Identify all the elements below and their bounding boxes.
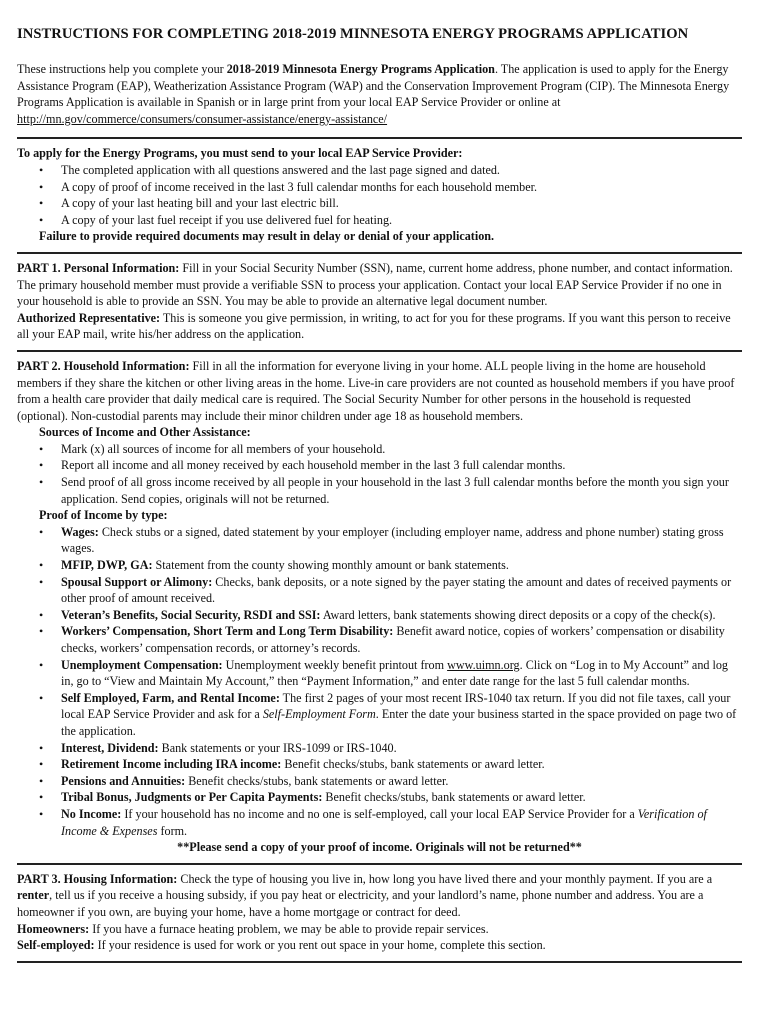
list-item: • A copy of your last fuel receipt if you use delivered fuel for heating. [61, 212, 742, 229]
section-divider [17, 252, 742, 254]
list-item: • Workers’ Compensation, Short Term and Long Term Disability: Benefit award notice, copies of workers’ compensation or disability checks, workers’ compensation records, or attorney’s records. [61, 623, 742, 656]
list-item: • Spousal Support or Alimony: Checks, bank deposits, or a note signed by the payer stating the amount and dates of received payments or other proof of amount received. [61, 574, 742, 607]
list-item: • Send proof of all gross income received by all people in your household in the last 3 full calendar months before the month you sign your application. Send copies, originals will not be returned. [61, 474, 742, 507]
part3-section [17, 871, 742, 954]
sources-heading: Sources of Income and Other Assistance: [39, 425, 251, 440]
part3-label: PART 3. Housing Information: [17, 871, 178, 886]
intro-text-continued: . The application is used to apply for the Energy Assistance Program (EAP), Weatherization Assistance Program (WAP) and the Conservation Improvement Program (CIP). The Minnesota Energy Programs Application is available in Spanish or in large print from your local EAP Service Provider or online at [17, 62, 730, 110]
uimn-link[interactable]: www.uimn.org [447, 657, 520, 672]
section-divider [17, 961, 742, 963]
originals-notice: **Please send a copy of your proof of income. Originals will not be returned** [177, 840, 582, 855]
proof-list [17, 524, 742, 839]
form-name: Verification of Income & Expenses [61, 806, 707, 838]
list-item: • MFIP, DWP, GA: Statement from the county showing monthly amount or bank statements. [61, 557, 742, 574]
application-name: 2018-2019 Minnesota Energy Programs Application [226, 62, 495, 76]
part3-paragraph: PART 3. Housing Information: Check the type of housing you live in, how long you have lived there and your monthly payment. If you are a renter, tell us if you receive a housing subsidy, if you pay heat or electricity, and your landlord’s name, phone number and address. You are a homeowner if you own, are buying your home, have a home mortgage or contract for deed. [17, 871, 713, 919]
list-item: • Veteran’s Benefits, Social Security, RSDI and SSI: Award letters, bank statements showing direct deposits or a copy of the check(s). [61, 607, 742, 624]
apply-heading: To apply for the Energy Programs, you must send to your local EAP Service Provider: [17, 146, 463, 161]
part2-label: PART 2. Household Information: [17, 358, 190, 373]
part2-section [17, 358, 742, 856]
list-item: • A copy of your last heating bill and your last electric bill. [61, 195, 742, 212]
page-title: INSTRUCTIONS FOR COMPLETING 2018-2019 MINNESOTA ENERGY PROGRAMS APPLICATION [17, 26, 689, 42]
authorized-rep-label: Authorized Representative: [17, 310, 161, 325]
part1-paragraph: PART 1. Personal Information: Fill in your Social Security Number (SSN), name, current home address, phone number, and contact information. The primary household member must provide a verifiable SSN to process your application. Contact your local EAP Service Provider if no one in your household is able to provide an SSN. You may be able to provide an alternative legal document number. [17, 260, 733, 309]
section-divider [17, 863, 742, 865]
sources-list [17, 441, 742, 507]
apply-warning: Failure to provide required documents may result in delay or denial of your application. [39, 229, 495, 244]
proof-heading: Proof of Income by type: [39, 508, 168, 523]
intro-paragraph [17, 61, 742, 127]
apply-list [17, 162, 742, 228]
list-item: • Tribal Bonus, Judgments or Per Capita Payments: Benefit checks/stubs, bank statements or award letter. [61, 789, 742, 806]
list-item: • Pensions and Annuities: Benefit checks/stubs, bank statements or award letter. [61, 773, 742, 790]
part1-section [17, 260, 742, 343]
list-item: • Interest, Dividend: Bank statements or your IRS-1099 or IRS-1040. [61, 740, 742, 757]
list-item: • Report all income and all money received by each household member in the last 3 full calendar months. [61, 457, 742, 474]
section-divider [17, 137, 742, 139]
list-item: • Wages: Check stubs or a signed, dated statement by your employer (including employer name, address and phone number) stating gross wages. [61, 524, 742, 557]
list-item: • The completed application with all questions answered and the last page signed and dated. [61, 162, 742, 179]
list-item: • Retirement Income including IRA income: Benefit checks/stubs, bank statements or award letter. [61, 756, 742, 773]
list-item: • A copy of proof of income received in the last 3 full calendar months for each household member. [61, 179, 742, 196]
list-item: • No Income: If your household has no income and no one is self-employed, call your local EAP Service Provider for a Verification of Income & Expenses form. [61, 806, 742, 839]
form-name: Self-Employment Form [262, 707, 376, 722]
document-page [17, 26, 742, 969]
energy-assistance-link[interactable]: http://mn.gov/commerce/consumers/consumer-assistance/energy-assistance/ [17, 111, 388, 126]
list-item: • Mark (x) all sources of income for all members of your household. [61, 441, 742, 458]
list-item: • Self Employed, Farm, and Rental Income: The first 2 pages of your most recent IRS-1040 tax return. If you did not file taxes, call your local EAP Service Provider and ask for a Self-Employment Form. Enter the date your business started in the space provided on page two of the application. [61, 690, 742, 740]
intro-text: These instructions help you complete your [17, 62, 227, 76]
list-item: • Unemployment Compensation: Unemployment weekly benefit printout from www.uimn.org. Click on “Log in to My Account” and log in, go to “View and Maintain My Account,” then “Payment Information,” and enter date range for the last 5 full calendar months. [61, 657, 742, 690]
part1-label: PART 1. Personal Information: [17, 260, 180, 275]
self-employed-paragraph: Self-employed: If your residence is used for work or you rent out space in your home, complete this section. [17, 938, 546, 953]
authorized-rep-paragraph: Authorized Representative: This is someone you give permission, in writing, to act for you for these programs. If you want this person to receive all your EAP mail, write his/her address on the application. [17, 310, 731, 342]
homeowners-paragraph: Homeowners: If you have a furnace heating problem, we may be able to provide repair services. [17, 921, 489, 936]
section-divider [17, 350, 742, 352]
part2-paragraph: PART 2. Household Information: Fill in all the information for everyone living in your home. ALL people living in the home are household members if they share the kitchen or other living areas in the home. Live-in care providers are not counted as household members if you have proof from a health care provider that daily medical care is required. The Social Security Number for other persons in the household is requested (optional). Non-custodial parents may include their minor children under age 18 as household members. [17, 358, 735, 423]
apply-section [17, 145, 742, 245]
